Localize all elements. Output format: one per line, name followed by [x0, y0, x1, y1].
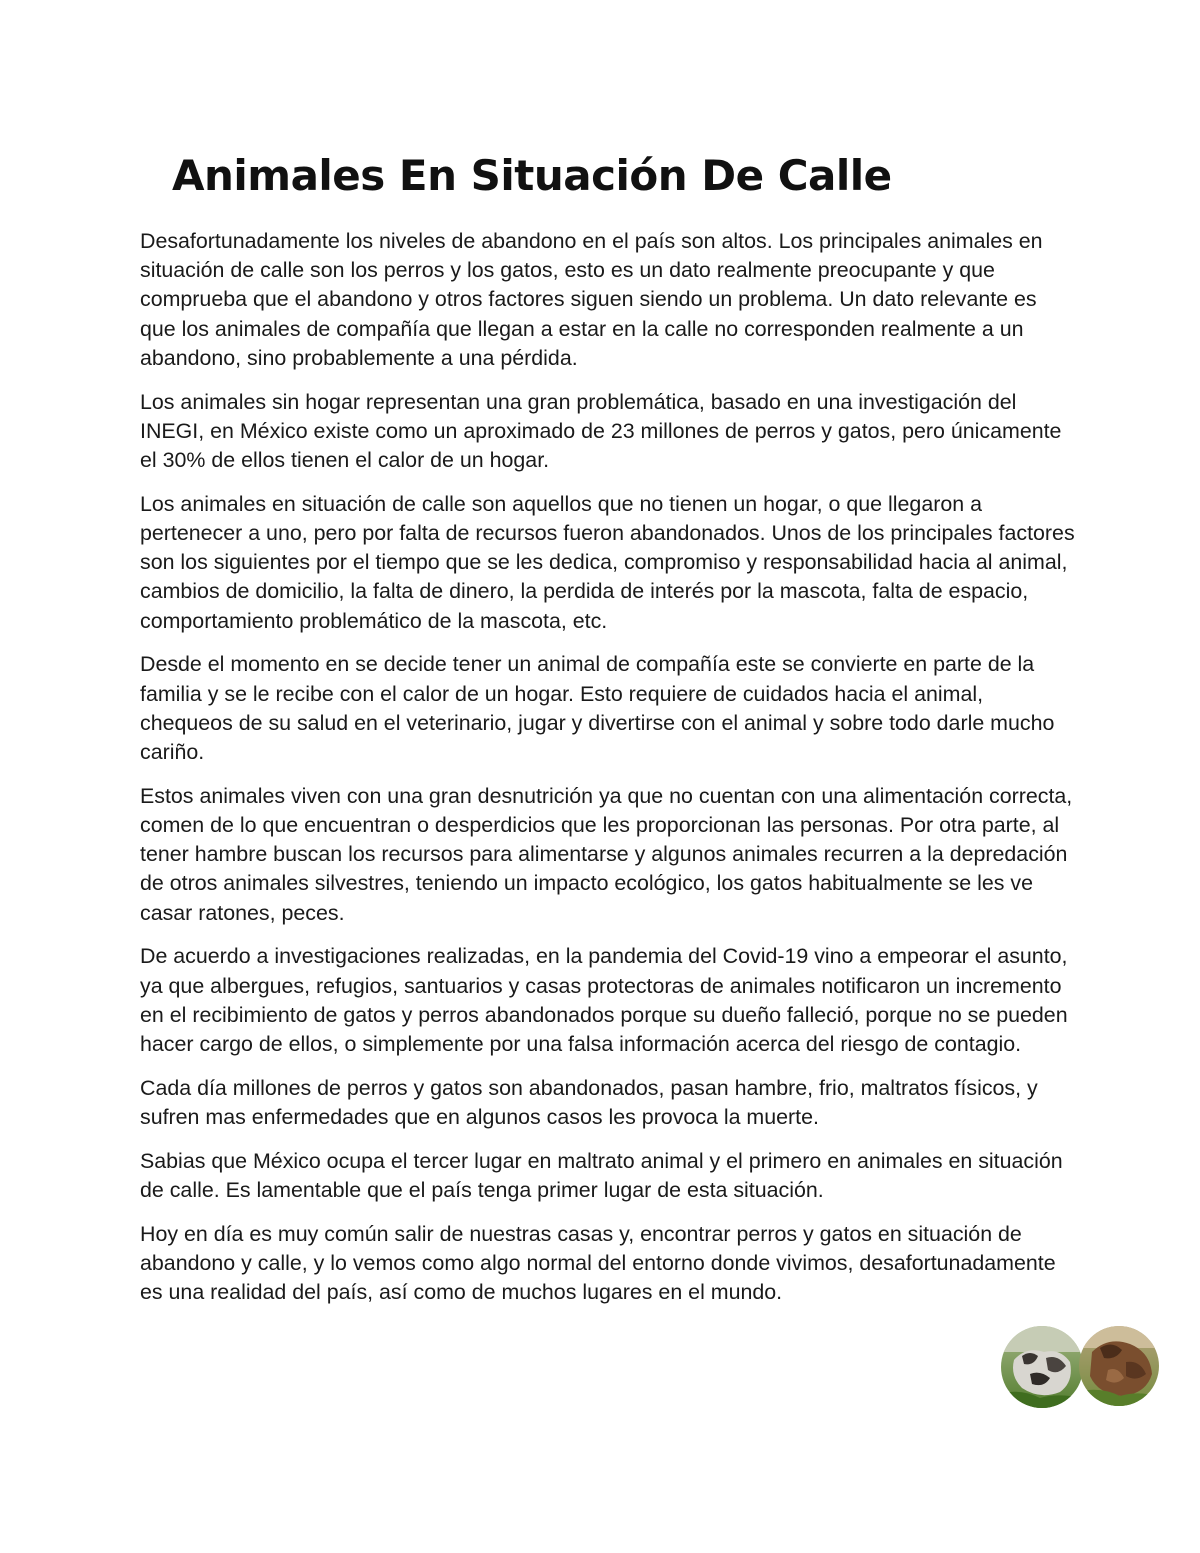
dog-photos-image	[1000, 1322, 1162, 1412]
paragraph-7: Cada día millones de perros y gatos son abandonados, pasan hambre, frio, maltratos físicos, y sufren mas enfermedades que en algunos casos les provoca la muerte.	[140, 1075, 1038, 1130]
paragraph-5: Estos animales viven con una gran desnutrición ya que no cuentan con una alimentación correcta, comen de lo que encuentran o desperdicios que les proporcionan las personas. Por otra parte, al tener hambre buscan los recursos para alimentarse y algunos animales recurren a la depredación de otros animales silvestres, teniendo un impacto ecológico, los gatos habitualmente se les ve casar ratones, peces.	[140, 783, 1073, 925]
dog-photo-right	[1076, 1322, 1162, 1412]
paragraph-8: Sabias que México ocupa el tercer lugar en maltrato animal y el primero en animales en situación de calle. Es lamentable que el país tenga primer lugar de esta situación.	[140, 1148, 1063, 1203]
paragraph-6: De acuerdo a investigaciones realizadas, en la pandemia del Covid-19 vino a empeorar el asunto, ya que albergues, refugios, santuarios y casas protectoras de animales notificaron un incremento en el recibimiento de gatos y perros abandonados porque su dueño falleció, porque no se pueden hacer cargo de ellos, o simplemente por una falsa información acerca del riesgo de contagio.	[140, 944, 1068, 1057]
paragraph-1: Desafortunadamente los niveles de abandono en el país son altos. Los principales animales en situación de calle son los perros y los gatos, esto es un dato realmente preocupante y que comprueba que el abandono y otros factores siguen siendo un problema. Un dato relevante es que los animales de compañía que llegan a estar en la calle no corresponden realmente a un abandono, sino probablemente a una pérdida.	[140, 229, 1043, 370]
dog-photo-left	[1000, 1322, 1090, 1412]
paragraph-4: Desde el momento en se decide tener un animal de compañía este se convierte en parte de la familia y se le recibe con el calor de un hogar. Esto requiere de cuidados hacia el animal, chequeos de su salud en el veterinario, jugar y divertirse con el animal y sobre todo darle mucho cariño.	[140, 652, 1055, 765]
paragraph-3: Los animales en situación de calle son aquellos que no tienen un hogar, o que llegaron a pertenecer a uno, pero por falta de recursos fueron abandonados. Unos de los principales factores son los siguientes por el tiempo que se les dedica, compromiso y responsabilidad hacia al animal, cambios de domicilio, la falta de dinero, la perdida de interés por la mascota, falta de espacio, comportamiento problemático de la mascota, etc.	[140, 491, 1075, 633]
paragraph-2: Los animales sin hogar representan una gran problemática, basado en una investigación del INEGI, en México existe como un aproximado de 23 millones de perros y gatos, pero únicamente el 30% de ellos tienen el calor de un hogar.	[140, 389, 1062, 473]
paragraph-9: Hoy en día es muy común salir de nuestras casas y, encontrar perros y gatos en situación de abandono y calle, y lo vemos como algo normal del entorno donde vivimos, desafortunadamente es una realidad del país, así como de muchos lugares en el mundo.	[140, 1221, 1056, 1305]
document-body	[140, 227, 1075, 1322]
document-title: Animales En Situación De Calle	[172, 151, 892, 200]
